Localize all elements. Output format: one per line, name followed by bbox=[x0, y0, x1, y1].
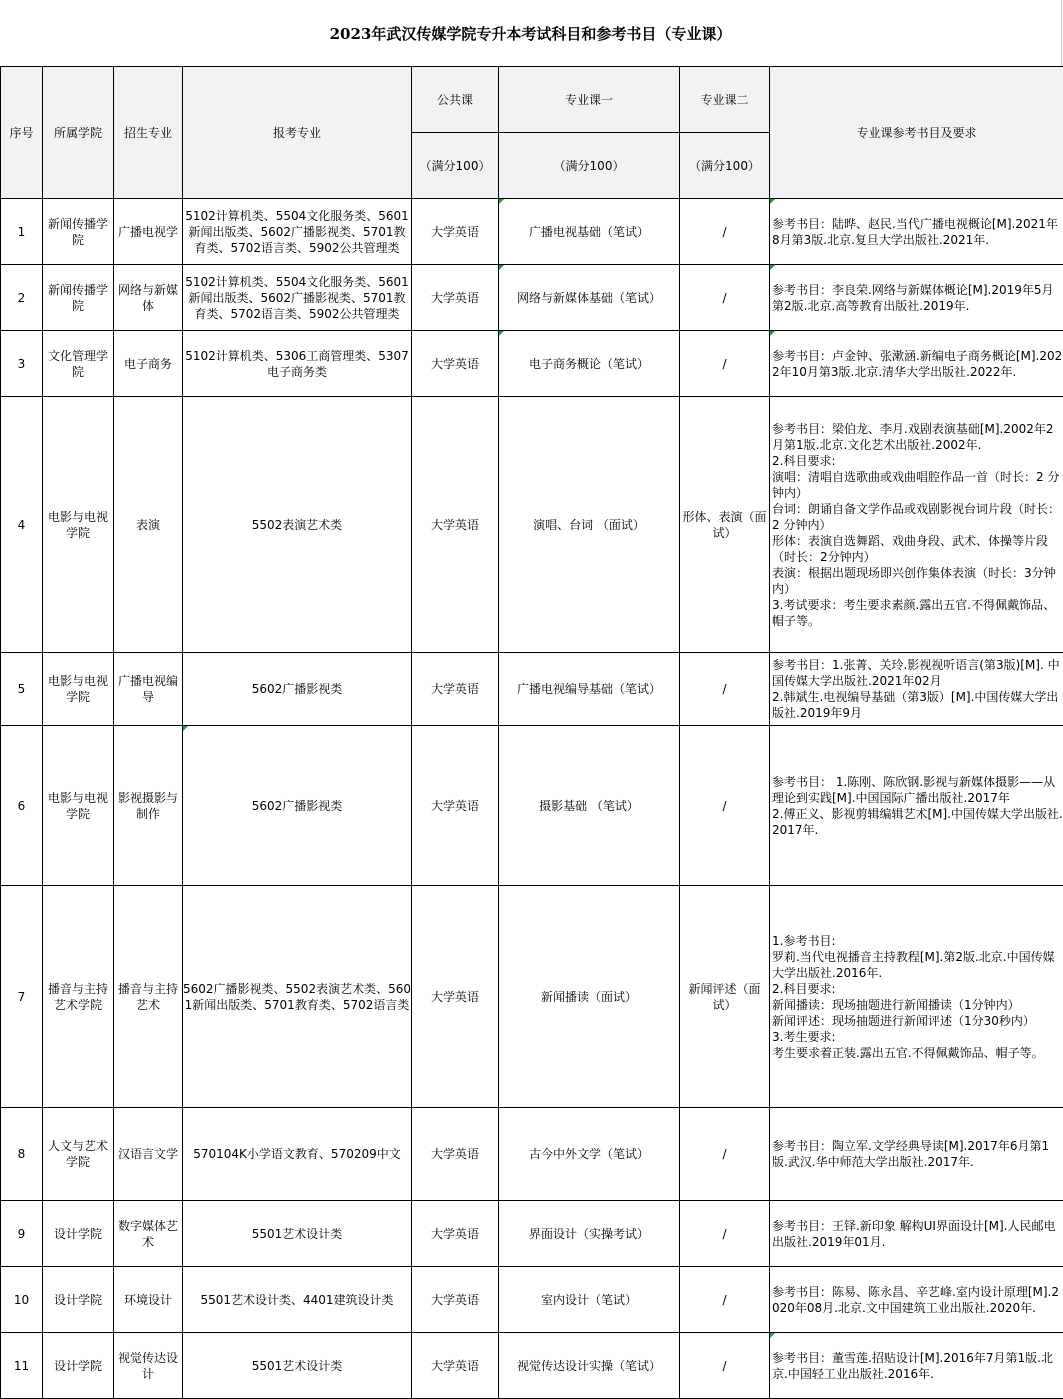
seq-cell: 2 bbox=[1, 265, 43, 331]
major-cell: 表演 bbox=[114, 397, 183, 653]
prof1-cell: 摄影基础 （笔试） bbox=[499, 726, 680, 886]
apply-cell: 570104K小学语文教育、570209中文 bbox=[183, 1108, 412, 1201]
ref-cell: 参考书目：王铎.新印象 解构UI界面设计[M].人民邮电出版社.2019年01月. bbox=[770, 1201, 1063, 1267]
public-cell: 大学英语 bbox=[412, 199, 499, 265]
table-row bbox=[1, 331, 1063, 397]
prof1-cell: 电子商务概论（笔试） bbox=[499, 331, 680, 397]
prof1-cell: 室内设计（笔试） bbox=[499, 1267, 680, 1333]
public-cell: 大学英语 bbox=[412, 1267, 499, 1333]
prof2-cell: / bbox=[680, 1267, 770, 1333]
college-cell: 设计学院 bbox=[43, 1201, 114, 1267]
prof1-cell: 古今中外文学（笔试） bbox=[499, 1108, 680, 1201]
seq-cell: 11 bbox=[1, 1333, 43, 1399]
seq-cell: 1 bbox=[1, 199, 43, 265]
college-cell: 电影与电视学院 bbox=[43, 653, 114, 726]
public-cell: 大学英语 bbox=[412, 653, 499, 726]
apply-cell: 5102计算机类、5504文化服务类、5601新闻出版类、5602广播影视类、5701教育类、5702语言类、5902公共管理类 bbox=[183, 199, 412, 265]
table-row bbox=[1, 397, 1063, 653]
header-college: 所属学院 bbox=[43, 67, 114, 199]
exam-subjects-table bbox=[0, 66, 1063, 1399]
public-cell: 大学英语 bbox=[412, 1333, 499, 1399]
apply-cell: 5102计算机类、5504文化服务类、5601新闻出版类、5602广播影视类、5701教育类、5702语言类、5902公共管理类 bbox=[183, 265, 412, 331]
college-cell: 文化管理学院 bbox=[43, 331, 114, 397]
apply-cell: 5501艺术设计类 bbox=[183, 1333, 412, 1399]
header-seq: 序号 bbox=[1, 67, 43, 199]
apply-cell: 5501艺术设计类 bbox=[183, 1201, 412, 1267]
header-prof1: 专业课一 bbox=[499, 67, 680, 133]
prof1-cell: 新闻播读（面试） bbox=[499, 886, 680, 1108]
header-public-score: （满分100） bbox=[412, 133, 499, 199]
public-cell: 大学英语 bbox=[412, 1108, 499, 1201]
ref-cell: 参考书目：董雪莲.招贴设计[M].2016年7月第1版.北京.中国轻工业出版社.2016年. bbox=[770, 1333, 1063, 1399]
table-row bbox=[1, 199, 1063, 265]
ref-cell: 参考书目：1.张菁、关玲.影视视听语言(第3版)[M]. 中国传媒大学出版社.2021年02月 2.韩斌生.电视编导基础（第3版）[M].中国传媒大学出版社.2019年9月 bbox=[770, 653, 1063, 726]
header-public: 公共课 bbox=[412, 67, 499, 133]
public-cell: 大学英语 bbox=[412, 397, 499, 653]
public-cell: 大学英语 bbox=[412, 726, 499, 886]
seq-cell: 9 bbox=[1, 1201, 43, 1267]
ref-cell: 1.参考书目: 罗莉.当代电视播音主持教程[M].第2版.北京.中国传媒大学出版社.2016年. 2.科目要求: 新闻播读：现场抽题进行新闻播读（1分钟内） 新闻评述：现场抽题进行新闻评述（1分30秒内） 3.考生要求: 考生要求着正装.露出五官.不得佩戴饰品、帽子等。 bbox=[770, 886, 1063, 1108]
seq-cell: 5 bbox=[1, 653, 43, 726]
major-cell: 电子商务 bbox=[114, 331, 183, 397]
major-cell: 视觉传达设计 bbox=[114, 1333, 183, 1399]
college-cell: 新闻传播学院 bbox=[43, 265, 114, 331]
seq-cell: 8 bbox=[1, 1108, 43, 1201]
seq-cell: 7 bbox=[1, 886, 43, 1108]
header-ref: 专业课参考书目及要求 bbox=[770, 67, 1063, 199]
major-cell: 汉语言文学 bbox=[114, 1108, 183, 1201]
header-apply: 报考专业 bbox=[183, 67, 412, 199]
major-cell: 数字媒体艺术 bbox=[114, 1201, 183, 1267]
ref-cell: 参考书目：陆晔、赵民.当代广播电视概论[M].2021年8月第3版.北京.复旦大学出版社.2021年. bbox=[770, 199, 1063, 265]
ref-cell: 参考书目：卢金钟、张漱涵.新编电子商务概论[M].2022年10月第3版.北京.清华大学出版社.2022年. bbox=[770, 331, 1063, 397]
header-major: 招生专业 bbox=[114, 67, 183, 199]
prof1-cell: 演唱、台词 （面试） bbox=[499, 397, 680, 653]
prof1-cell: 视觉传达设计实操（笔试） bbox=[499, 1333, 680, 1399]
seq-cell: 4 bbox=[1, 397, 43, 653]
college-cell: 电影与电视学院 bbox=[43, 726, 114, 886]
prof2-cell: / bbox=[680, 1201, 770, 1267]
apply-cell: 5502表演艺术类 bbox=[183, 397, 412, 653]
apply-cell: 5501艺术设计类、4401建筑设计类 bbox=[183, 1267, 412, 1333]
major-cell: 广播电视编导 bbox=[114, 653, 183, 726]
public-cell: 大学英语 bbox=[412, 265, 499, 331]
major-cell: 影视摄影与制作 bbox=[114, 726, 183, 886]
apply-cell: 5602广播影视类、5502表演艺术类、5601新闻出版类、5701教育类、5702语言类 bbox=[183, 886, 412, 1108]
college-cell: 设计学院 bbox=[43, 1267, 114, 1333]
ref-cell: 参考书目：梁伯龙、李月.戏剧表演基础[M].2002年2月第1版.北京.文化艺术出版社.2002年. 2.科目要求: 演唱：清唱自选歌曲或戏曲唱腔作品一首（时长：2 分钟内） 台词：朗诵自备文学作品或戏剧影视台词片段（时长：2 分钟内） 形体：表演自选舞蹈、戏曲身段、武术、体操等片段（时长：2分钟内） 表演：根据出题现场即兴创作集体表演（时长：3分钟内） 3.考试要求：考生要求素颜.露出五官.不得佩戴饰品、帽子等。 bbox=[770, 397, 1063, 653]
prof1-cell: 界面设计（实操考试） bbox=[499, 1201, 680, 1267]
header-prof1-score: （满分100） bbox=[499, 133, 680, 199]
public-cell: 大学英语 bbox=[412, 331, 499, 397]
apply-cell: 5602广播影视类 bbox=[183, 653, 412, 726]
prof2-cell: / bbox=[680, 331, 770, 397]
table-row bbox=[1, 726, 1063, 886]
prof2-cell: / bbox=[680, 1108, 770, 1201]
apply-cell: 5602广播影视类 bbox=[183, 726, 412, 886]
prof1-cell: 广播电视编导基础（笔试） bbox=[499, 653, 680, 726]
ref-cell: 参考书目：陈易、陈永昌、辛艺峰.室内设计原理[M].2020年08月.北京.文中国建筑工业出版社.2020年. bbox=[770, 1267, 1063, 1333]
prof2-cell: / bbox=[680, 653, 770, 726]
major-cell: 网络与新媒体 bbox=[114, 265, 183, 331]
college-cell: 新闻传播学院 bbox=[43, 199, 114, 265]
public-cell: 大学英语 bbox=[412, 886, 499, 1108]
prof2-cell: / bbox=[680, 265, 770, 331]
table-row bbox=[1, 886, 1063, 1108]
table-row bbox=[1, 653, 1063, 726]
college-cell: 设计学院 bbox=[43, 1333, 114, 1399]
college-cell: 播音与主持艺术学院 bbox=[43, 886, 114, 1108]
ref-cell: 参考书目：陶立军.文学经典导读[M].2017年6月第1版.武汉.华中师范大学出版社.2017年. bbox=[770, 1108, 1063, 1201]
college-cell: 人文与艺术学院 bbox=[43, 1108, 114, 1201]
prof2-cell: / bbox=[680, 726, 770, 886]
prof2-cell: / bbox=[680, 199, 770, 265]
table-row bbox=[1, 265, 1063, 331]
major-cell: 广播电视学 bbox=[114, 199, 183, 265]
seq-cell: 3 bbox=[1, 331, 43, 397]
header-prof2-score: （满分100） bbox=[680, 133, 770, 199]
table-row bbox=[1, 1333, 1063, 1399]
public-cell: 大学英语 bbox=[412, 1201, 499, 1267]
apply-cell: 5102计算机类、5306工商管理类、5307电子商务类 bbox=[183, 331, 412, 397]
table-row bbox=[1, 1108, 1063, 1201]
prof2-cell: 新闻评述（面试） bbox=[680, 886, 770, 1108]
table-row bbox=[1, 1267, 1063, 1333]
major-cell: 播音与主持艺术 bbox=[114, 886, 183, 1108]
major-cell: 环境设计 bbox=[114, 1267, 183, 1333]
header-row-1 bbox=[1, 67, 1063, 133]
seq-cell: 10 bbox=[1, 1267, 43, 1333]
prof1-cell: 广播电视基础（笔试） bbox=[499, 199, 680, 265]
table-row bbox=[1, 1201, 1063, 1267]
seq-cell: 6 bbox=[1, 726, 43, 886]
prof2-cell: 形体、表演（面试） bbox=[680, 397, 770, 653]
ref-cell: 参考书目：李良荣.网络与新媒体概论[M].2019年5月第2版.北京.高等教育出版社.2019年. bbox=[770, 265, 1063, 331]
page-title: 2023年武汉传媒学院专升本考试科目和参考书目（专业课） bbox=[0, 0, 1062, 66]
prof2-cell: / bbox=[680, 1333, 770, 1399]
ref-cell: 参考书目： 1.陈刚、陈欣钢.影视与新媒体摄影——从理论到实践[M].中国国际广播出版社.2017年 2.傅正义、影视剪辑编辑艺术[M].中国传媒大学出版社.2017年. bbox=[770, 726, 1063, 886]
college-cell: 电影与电视学院 bbox=[43, 397, 114, 653]
prof1-cell: 网络与新媒体基础（笔试） bbox=[499, 265, 680, 331]
header-prof2: 专业课二 bbox=[680, 67, 770, 133]
